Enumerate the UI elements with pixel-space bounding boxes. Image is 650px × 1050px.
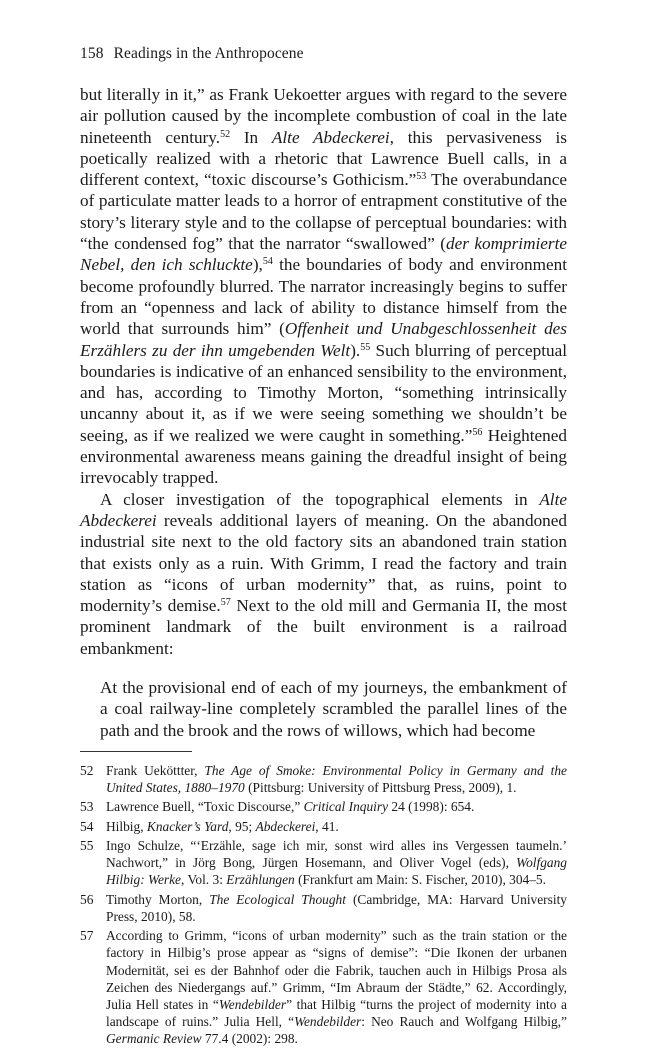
text-run: According to Grimm, “icons of urban modernity” such as the train station or the factory in Hilbig’s prose appear as “signs of demise”: “Die Ikonen der urbanen Modernität, sei es der Bahnhof oder die Fabrik, tauchen auch in Hilbigs Prosa als Zeichen des Niedergangs auf.” Grimm, “Im Abraum der Städte,” 62. Accordingly, Julia Hell states in “ — [106, 928, 567, 1013]
text-run: Next to the old mill and Germania II, the most prominent landmark of the built environment is a railroad embankment: — [80, 596, 567, 658]
text-run: , this pervasiveness is poetically realized with a rhetoric that Lawrence Buell calls, in a different context, “toxic discourse’s Gothicism.” — [80, 127, 567, 190]
footnote-ref-56: 56 — [472, 426, 483, 438]
text-run: Frank Ueköttter, — [106, 762, 205, 778]
footnote-55 — [80, 837, 567, 889]
text-run: , 41. — [315, 818, 339, 834]
text-run: Ingo Schulze, “‘Erzähle, sage ich mir, sonst wird alles ins Vergessen taumeln.’ Nachwort,” in Jörg Bong, Jürgen Hosemann, and Oliver Vogel (eds), — [106, 838, 567, 871]
footnote-number: 56 — [80, 891, 94, 907]
text-run: A closer investigation of the topographical elements in — [100, 489, 540, 509]
italic-title: The Age of Smoke: Environmental Policy in Germany and the United States, 1880–1970 — [106, 762, 567, 796]
text-run: Such blurring of perceptual boundaries is indicative of an enhanced sensibility to the environment, and has, according to Timothy Morton, “something intrinsically uncanny about it, as if we were seeing something we shouldn’t be seeing, as if we realized we were caught in something.” — [80, 340, 568, 445]
footnotes — [80, 762, 567, 1048]
text-run: (Cambridge, MA: Harvard University Press, 2010), 58. — [106, 891, 567, 924]
footnote-ref-54: 54 — [262, 256, 273, 268]
footnote-text — [106, 891, 567, 925]
text-run: 24 (1998): 654. — [388, 799, 475, 815]
text-run: 77.4 (2002): 298. — [201, 1031, 298, 1047]
italic-title: Alte Abdeckerei — [80, 489, 567, 530]
italic-title: Abdeckerei — [255, 818, 316, 834]
page-number: 158 — [80, 45, 104, 62]
italic-title: Wendebilder — [294, 1014, 362, 1030]
text-run: but literally in it,” as Frank Uekoetter argues with regard to the severe air pollution caused by the incomplete combustion of coal in the late nineteenth century. — [80, 85, 567, 147]
body-paragraph-2 — [80, 489, 567, 659]
italic-title: Critical Inquiry — [303, 799, 389, 815]
text-run: Lawrence Buell, “Toxic Discourse,” — [106, 799, 304, 815]
italic-quote: der komprimierte Nebel, den ich schluckte — [80, 234, 567, 275]
footnote-text — [106, 762, 567, 796]
text-run: Heightened environmental awareness means gaining the dreadful insight of being irrevocably trapped. — [80, 425, 567, 488]
text-run: the boundaries of body and environment become profoundly blurred. The narrator increasingly begins to suffer from an “openness and lack of ability to distance himself from the world that surrounds him” ( — [80, 255, 567, 339]
text-run: Timothy Morton, — [106, 891, 210, 907]
footnote-56 — [80, 891, 567, 925]
footnote-text — [106, 837, 567, 889]
text-run: The overabundance of particulate matter leads to a horror of entrapment constitutive of the story’s literary style and to the collapse of perceptual boundaries: with “the condensed fog” that the narrator “swallowed” ( — [80, 170, 568, 254]
body-paragraph-1 — [80, 84, 567, 489]
footnote-number: 53 — [80, 799, 94, 815]
running-head — [80, 44, 567, 64]
text-run: (Frankfurt am Main: S. Fischer, 2010), 304–5. — [294, 872, 546, 888]
footnote-text — [106, 818, 567, 835]
italic-title: Wendebilder — [218, 997, 287, 1013]
text-run: Hilbig, — [106, 818, 147, 834]
block-quote: At the provisional end of each of my journeys, the embankment of a coal railway-line completely scrambled the parallel lines of the path and the brook and the rows of willows, which had become — [100, 678, 567, 740]
text-run: (Pittsburg: University of Pittsburg Press, 2009), 1. — [244, 780, 517, 796]
text-run: ” that Hilbig “turns the project of modernity into a landscape of ruins.” Julia Hell, “ — [106, 997, 567, 1030]
footnote-number: 52 — [80, 762, 94, 778]
footnote-text — [106, 927, 567, 1047]
italic-title: Erzählungen — [226, 872, 295, 888]
footnote-ref-52: 52 — [220, 128, 231, 140]
footnote-number: 55 — [80, 838, 94, 853]
text-run: In — [230, 127, 272, 147]
italic-title: The Ecological Thought — [209, 891, 346, 907]
text-run: ). — [350, 340, 361, 360]
footnote-ref-55: 55 — [360, 341, 371, 353]
footnote-ref-57: 57 — [220, 597, 231, 609]
running-title: Readings in the Anthropocene — [113, 45, 304, 62]
text-run: ), — [252, 255, 263, 275]
footnote-54 — [80, 818, 567, 835]
text-run: reveals additional layers of meaning. On the abandoned industrial site next to the old factory sits an abandoned train station that exists only as a ruin. With Grimm, I read the factory and train station as “icons of urban modernity” that, as ruins, point to modernity’s demise. — [80, 510, 567, 616]
footnote-53 — [80, 798, 567, 815]
footnote-number: 54 — [80, 818, 94, 834]
footnote-divider — [80, 751, 192, 752]
footnote-57 — [80, 927, 567, 1047]
italic-title: Wolfgang Hilbig: Werke — [106, 855, 567, 888]
text-run: : Neo Rauch and Wolfgang Hilbig,” — [361, 1014, 567, 1030]
italic-title: Germanic Review — [106, 1031, 202, 1047]
footnote-number: 57 — [80, 928, 94, 944]
footnote-ref-53: 53 — [416, 171, 427, 183]
italic-title: Knacker’s Yard — [146, 818, 229, 834]
book-page — [80, 44, 567, 1050]
italic-title: Alte Abdeckerei — [271, 127, 390, 147]
text-run: , 95; — [228, 818, 256, 834]
text-run: , Vol. 3: — [181, 872, 227, 888]
italic-quote: Offenheit und Unabgeschlossenheit des Erzählers zu der ihn umgebenden Welt — [80, 319, 567, 360]
footnote-52 — [80, 762, 567, 796]
footnote-text — [106, 798, 567, 815]
